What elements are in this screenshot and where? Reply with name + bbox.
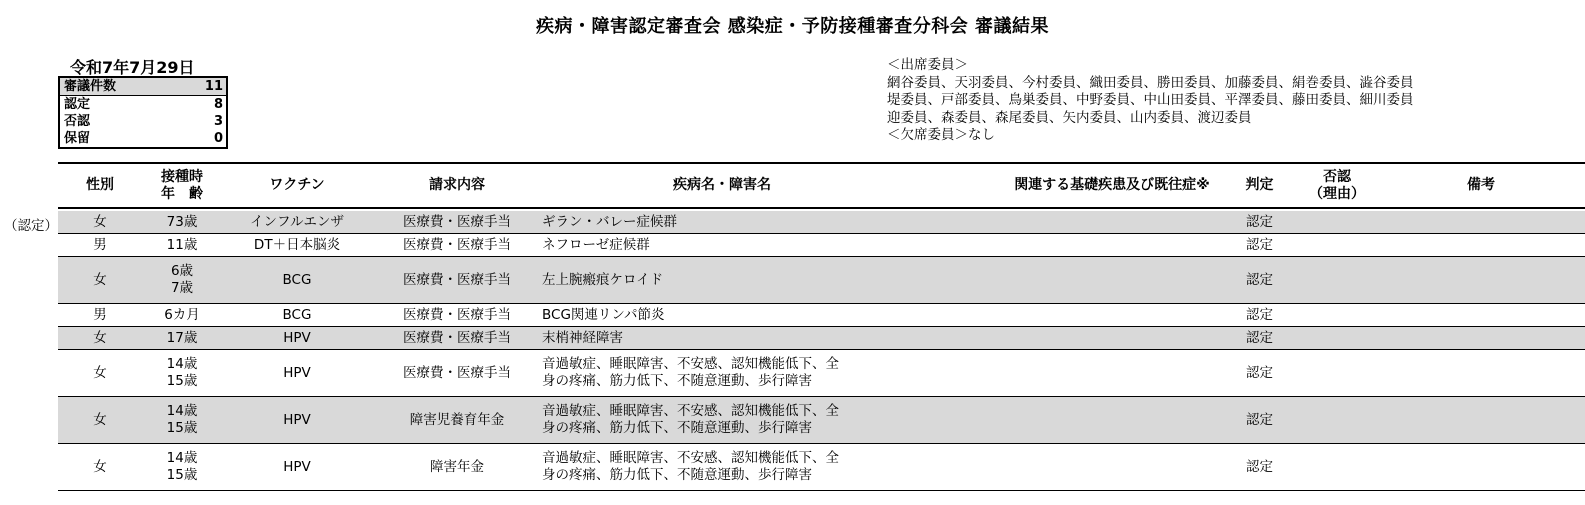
cell-age-line: 15歳 bbox=[166, 373, 198, 389]
cell-age-line: 73歳 bbox=[166, 213, 198, 230]
cell-disease bbox=[542, 327, 902, 349]
cell-claim: 障害児養育年金 bbox=[409, 411, 505, 428]
table-row bbox=[58, 234, 1585, 257]
cell-claim: 医療費・医療手当 bbox=[403, 271, 511, 288]
header-age-line2: 年 齢 bbox=[161, 185, 203, 202]
table-row bbox=[58, 444, 1585, 491]
cell-vaccine: HPV bbox=[283, 411, 311, 428]
cell-claim: 医療費・医療手当 bbox=[403, 306, 511, 323]
header-sex: 性別 bbox=[86, 177, 114, 193]
cell-age-line: 7歳 bbox=[170, 280, 194, 296]
summary-row bbox=[60, 113, 226, 130]
summary-value: 3 bbox=[213, 114, 223, 129]
summary-label: 保留 bbox=[64, 131, 91, 146]
cell-age-line: 11歳 bbox=[166, 236, 198, 253]
cell-judgment: 認定 bbox=[1246, 411, 1273, 428]
cell-disease-line: 身の疼痛、筋力低下、不随意運動、歩行障害 bbox=[542, 373, 812, 389]
present-heading: ＜出席委員＞ bbox=[887, 57, 968, 73]
summary-row bbox=[60, 78, 226, 96]
present-members-line: 迎委員、森委員、森尾委員、矢内委員、山内委員、渡辺委員 bbox=[887, 109, 1252, 126]
cell-disease bbox=[542, 211, 902, 233]
cell-age bbox=[142, 211, 222, 233]
table-row bbox=[58, 350, 1585, 397]
cell-disease-line: BCG関連リンパ節炎 bbox=[542, 306, 665, 323]
table-row bbox=[58, 397, 1585, 444]
cell-sex: 女 bbox=[93, 458, 107, 475]
cell-judgment: 認定 bbox=[1246, 271, 1273, 288]
cell-age bbox=[142, 350, 222, 396]
summary-value: 8 bbox=[213, 97, 223, 112]
cell-age-line: 14歳 bbox=[166, 356, 198, 372]
present-members-line: 網谷委員、天羽委員、今村委員、織田委員、勝田委員、加藤委員、絹巻委員、澁谷委員 bbox=[887, 74, 1414, 91]
page-title: 疾病・障害認定審査会 感染症・予防接種審査分科会 審議結果 bbox=[535, 16, 1050, 37]
table-header-row bbox=[58, 164, 1585, 209]
header-claim: 請求内容 bbox=[429, 177, 485, 193]
cell-judgment: 認定 bbox=[1246, 213, 1273, 230]
cell-sex: 女 bbox=[93, 411, 107, 428]
table-row bbox=[58, 327, 1585, 350]
cell-age-line: 14歳 bbox=[166, 403, 198, 419]
cell-age bbox=[142, 257, 222, 303]
cell-sex: 女 bbox=[93, 213, 107, 230]
cell-judgment: 認定 bbox=[1246, 236, 1273, 253]
cell-age-line: 15歳 bbox=[166, 420, 198, 436]
summary-label: 否認 bbox=[64, 114, 91, 129]
cell-vaccine: HPV bbox=[283, 364, 311, 381]
cell-age bbox=[142, 304, 222, 326]
cell-claim: 医療費・医療手当 bbox=[403, 213, 511, 230]
cell-claim: 医療費・医療手当 bbox=[403, 364, 511, 381]
cell-disease-line: 音過敏症、睡眠障害、不安感、認知機能低下、全 bbox=[542, 356, 839, 372]
cell-disease bbox=[542, 350, 902, 396]
cell-vaccine: DT＋日本脳炎 bbox=[253, 236, 341, 253]
cell-age-line: 14歳 bbox=[166, 450, 198, 466]
header-reason-line1: 否認 bbox=[1323, 168, 1351, 185]
cell-judgment: 認定 bbox=[1246, 329, 1273, 346]
cell-disease bbox=[542, 397, 902, 443]
cell-disease-line: ネフローゼ症候群 bbox=[542, 236, 650, 253]
cell-disease-line: 身の疼痛、筋力低下、不随意運動、歩行障害 bbox=[542, 467, 812, 483]
cell-age bbox=[142, 327, 222, 349]
cell-vaccine: HPV bbox=[283, 458, 311, 475]
cell-age bbox=[142, 234, 222, 256]
header-age-line1: 接種時 bbox=[161, 168, 203, 185]
cell-sex: 女 bbox=[93, 271, 107, 288]
cell-age-line: 17歳 bbox=[166, 329, 198, 346]
header-denial-reason bbox=[1297, 164, 1377, 207]
cell-claim: 医療費・医療手当 bbox=[403, 236, 511, 253]
cell-sex: 女 bbox=[93, 329, 107, 346]
summary-table bbox=[58, 76, 228, 149]
summary-row bbox=[60, 96, 226, 113]
absent-members-line: ＜欠席委員＞なし bbox=[887, 127, 995, 143]
cell-age-line: 15歳 bbox=[166, 467, 198, 483]
cell-vaccine: HPV bbox=[283, 329, 311, 346]
cell-vaccine: BCG bbox=[282, 306, 312, 323]
cell-sex: 男 bbox=[93, 306, 107, 323]
cell-judgment: 認定 bbox=[1246, 364, 1273, 381]
header-notes: 備考 bbox=[1467, 177, 1495, 193]
header-vaccine: ワクチン bbox=[269, 177, 325, 193]
cell-age bbox=[142, 444, 222, 490]
cell-age-line: 6カ月 bbox=[164, 306, 200, 323]
cell-disease-line: 音過敏症、睡眠障害、不安感、認知機能低下、全 bbox=[542, 450, 839, 466]
summary-label: 認定 bbox=[64, 97, 91, 112]
cell-disease-line: ギラン・バレー症候群 bbox=[542, 213, 677, 230]
cell-sex: 男 bbox=[93, 236, 107, 253]
cell-disease bbox=[542, 304, 902, 326]
cell-disease bbox=[542, 257, 902, 303]
header-reason-line2: （理由） bbox=[1309, 185, 1365, 202]
cell-disease-line: 身の疼痛、筋力低下、不随意運動、歩行障害 bbox=[542, 420, 812, 436]
summary-value: 0 bbox=[213, 131, 223, 146]
cell-age-line: 6歳 bbox=[170, 263, 194, 279]
cell-judgment: 認定 bbox=[1246, 306, 1273, 323]
summary-value: 11 bbox=[204, 79, 223, 94]
cell-vaccine: BCG bbox=[282, 271, 312, 288]
table-row bbox=[58, 304, 1585, 327]
header-age bbox=[142, 164, 222, 207]
cell-vaccine: インフルエンザ bbox=[250, 213, 344, 230]
cell-disease-line: 末梢神経障害 bbox=[542, 329, 623, 346]
table-row bbox=[58, 211, 1585, 234]
present-members-line: 堤委員、戸部委員、鳥巣委員、中野委員、中山田委員、平澤委員、藤田委員、細川委員 bbox=[887, 92, 1414, 108]
header-disease: 疾病名・障害名 bbox=[673, 177, 771, 193]
cell-disease bbox=[542, 234, 902, 256]
meeting-date: 令和7年7月29日 bbox=[70, 58, 195, 77]
table-row bbox=[58, 257, 1585, 304]
header-base-disease: 関連する基礎疾患及び既往症※ bbox=[1014, 177, 1210, 193]
cell-age bbox=[142, 397, 222, 443]
summary-row bbox=[60, 130, 226, 147]
header-judgment: 判定 bbox=[1245, 177, 1274, 193]
cell-claim: 障害年金 bbox=[430, 458, 484, 475]
summary-label: 審議件数 bbox=[64, 79, 117, 94]
cell-sex: 女 bbox=[93, 364, 107, 381]
cell-disease-line: 左上腕瘢痕ケロイド bbox=[542, 271, 664, 288]
cell-disease-line: 音過敏症、睡眠障害、不安感、認知機能低下、全 bbox=[542, 403, 839, 419]
committee-members bbox=[887, 57, 1414, 145]
section-label: （認定） bbox=[4, 218, 58, 234]
cell-disease bbox=[542, 444, 902, 490]
cell-judgment: 認定 bbox=[1246, 458, 1273, 475]
cell-claim: 医療費・医療手当 bbox=[403, 329, 511, 346]
